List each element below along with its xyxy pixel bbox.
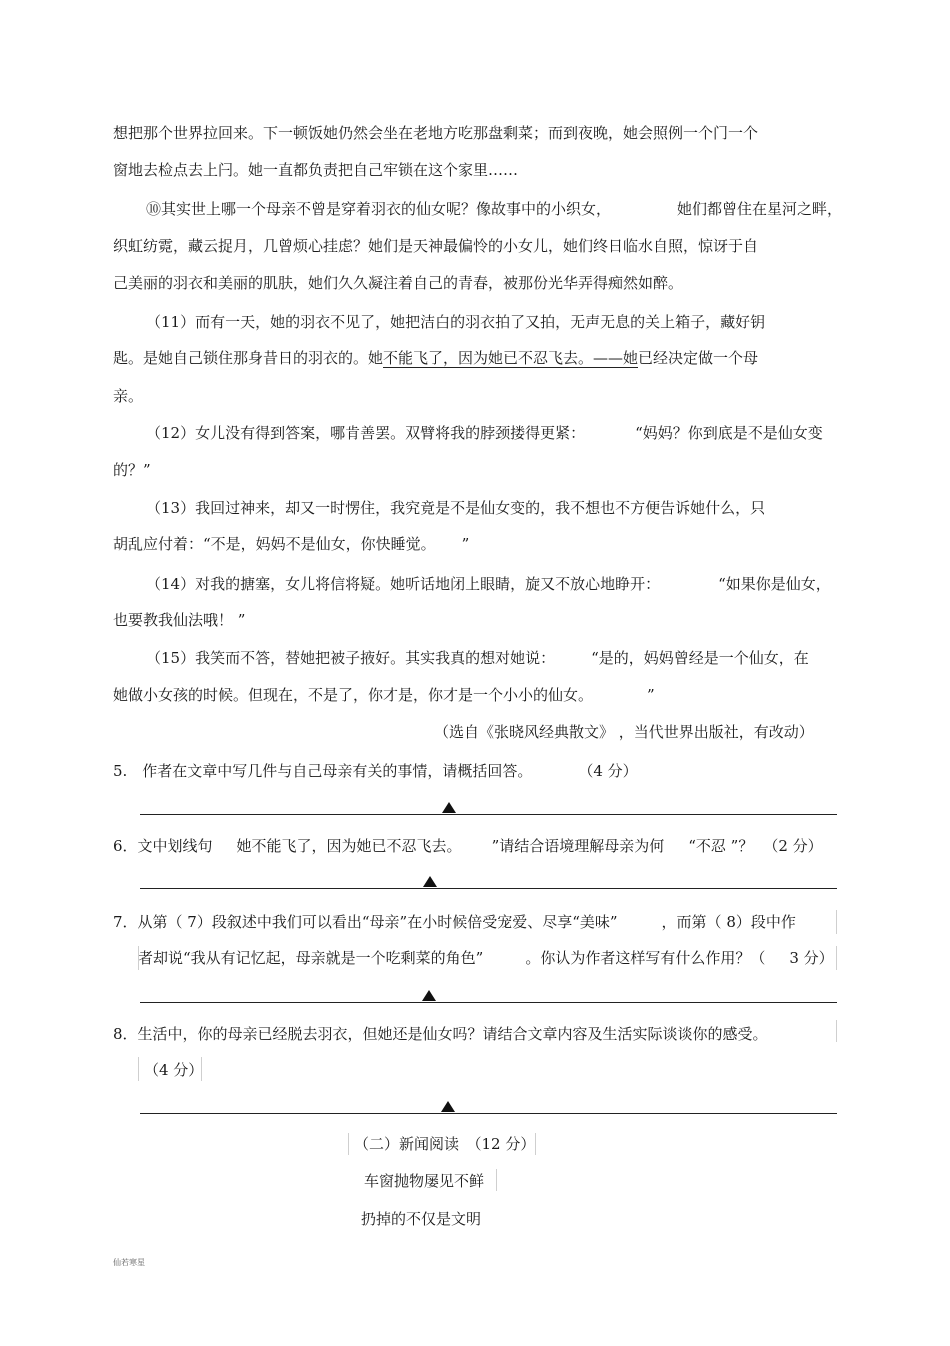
question-8-line1: 8．生活中，你的母亲已经脱去羽衣，但她还是仙女吗？请结合文章内容及生活实际谈谈你的感受。 [113,1025,768,1043]
answer-marker-icon [441,1101,455,1112]
passage-p15-line1-b: “是的，妈妈曾经是一个仙女，在 [591,649,809,667]
section-2-heading: （二）新闻阅读 （12 分） [354,1135,536,1153]
passage-p14-line1-a: （14）对我的搪塞，女儿将信将疑。她听话地闭上眼睛，旋又不放心地睁开： [146,575,661,593]
question-6-a: 6．文中划线句 [113,837,213,855]
passage-p12-line1 [146,423,823,443]
passage-p13-line2-b: ” [461,535,470,553]
question-6-c: ”请结合语境理解母亲为何 [491,837,665,855]
question-5 [113,761,638,781]
passage-p10-line1-a: ⑩其实世上哪一个母亲不曾是穿着羽衣的仙女呢？像故事中的小织女， [146,200,612,218]
answer-line-q8[interactable] [140,1113,837,1114]
question-7-line1 [113,912,796,932]
question-7-line2-a: 者却说“我从有记忆起，母亲就是一个吃剩菜的角色” [138,949,484,967]
frame-edge [836,946,837,970]
frame-edge [138,1057,139,1081]
passage-p11-line2 [113,348,758,368]
question-7-line2 [138,948,834,968]
question-5-score: （4 分） [578,762,638,780]
passage-p9-line2: 窗地去检点去上闩。她一直都负责把自己牢锁在这个家里…… [113,161,519,179]
passage-p11-line2-a: 匙。是她自己锁住那身昔日的羽衣的。她 [113,349,384,367]
frame-edge [138,946,139,970]
news-title-line2: 扔掉的不仅是文明 [361,1210,482,1228]
passage-p12-line2: 的？” [113,461,151,479]
passage-p15-line2-b: ” [647,686,655,704]
question-6-quote: 她不能飞了，因为她已不忍飞去。 [236,837,462,855]
passage-p11-line3: 亲。 [113,387,144,405]
answer-marker-icon [442,802,456,813]
passage-p12-line1-a: （12）女儿没有得到答案，哪肯善罢。双臂将我的脖颈搂得更紧： [146,424,586,442]
passage-p13-line2 [113,534,469,554]
passage-p9-line1: 想把那个世界拉回来。下一顿饭她仍然会坐在老地方吃那盘剩菜；而到夜晚，她会照例一个门一个 [113,124,759,142]
question-6-score: （2 分） [763,837,823,855]
question-8-score: （4 分） [144,1061,204,1079]
frame-edge [836,910,837,934]
passage-p15-line1 [146,648,809,668]
passage-p11-line1: （11）而有一天，她的羽衣不见了，她把洁白的羽衣拍了又拍，无声无息的关上箱子，藏好钥 [146,313,766,331]
passage-p12-line1-b: “妈妈？你到底是不是仙女变 [635,424,823,442]
passage-source: （选自《张晓风经典散文》 ，当代世界出版社，有改动） [434,723,814,741]
answer-line-q6[interactable] [140,888,837,889]
question-6-d: “不忍 ”？ [688,837,754,855]
passage-p10-line1-b: 她们都曾住在星河之畔， [677,200,843,218]
news-title-line1: 车窗抛物屡见不鲜 [364,1172,485,1190]
question-7-line1-a: 7．从第（ 7）段叙述中我们可以看出“母亲”在小时候倍受宠爱、尽享“美味” [113,913,618,931]
passage-p15-line1-a: （15）我笑而不答，替她把被子掖好。其实我真的想对她说： [146,649,556,667]
answer-marker-icon [422,990,436,1001]
passage-p10-line3: 己美丽的羽衣和美丽的肌肤，她们久久凝注着自己的青春，被那份光华弄得痴然如醉。 [113,274,684,292]
answer-line-q5[interactable] [140,814,837,815]
passage-p14-line1-b: “如果你是仙女， [718,575,831,593]
passage-p10-line2: 织虹纺霓，藏云捉月，几曾烦心挂虑？她们是天神最偏怜的小女儿，她们终日临水自照，惊讶于自 [113,237,759,255]
question-5-text: 5. 作者在文章中写几件与自己母亲有关的事情，请概括回答。 [113,762,533,780]
passage-p14-line2: 也要教我仙法哦！ ” [113,611,246,629]
passage-p13-line2-a: 胡乱应付着：“不是，妈妈不是仙女，你快睡觉。 [113,535,436,553]
answer-marker-icon [423,876,437,887]
frame-edge [201,1057,202,1081]
underlined-sentence: 不能飞了，因为她已不忍飞去。——她 [383,349,639,367]
passage-p13-line1: （13）我回过神来，却又一时愣住，我究竟是不是仙女变的，我不想也不方便告诉她什么，只 [146,499,766,517]
answer-line-q7[interactable] [140,1002,837,1003]
question-7-line2-b: 。你认为作者这样写有什么作用？（ [525,949,766,967]
frame-edge [836,1020,837,1042]
page-footer: 仙若寒星 [113,1258,145,1267]
frame-edge [348,1133,349,1155]
passage-p10-line1 [146,199,842,219]
passage-p15-line2-a: 她做小女孩的时候。但现在，不是了，你才是，你才是一个小小的仙女。 [113,686,594,704]
passage-p15-line2 [113,685,655,705]
frame-edge [535,1133,536,1155]
underlined-sentence-end: 已经决定做一个母 [638,349,759,367]
frame-edge [496,1169,497,1191]
passage-p14-line1 [146,574,831,594]
question-6 [113,836,823,856]
question-7-line1-b: ，而第（ 8）段中作 [661,913,796,931]
question-7-score: 3 分） [789,949,834,967]
